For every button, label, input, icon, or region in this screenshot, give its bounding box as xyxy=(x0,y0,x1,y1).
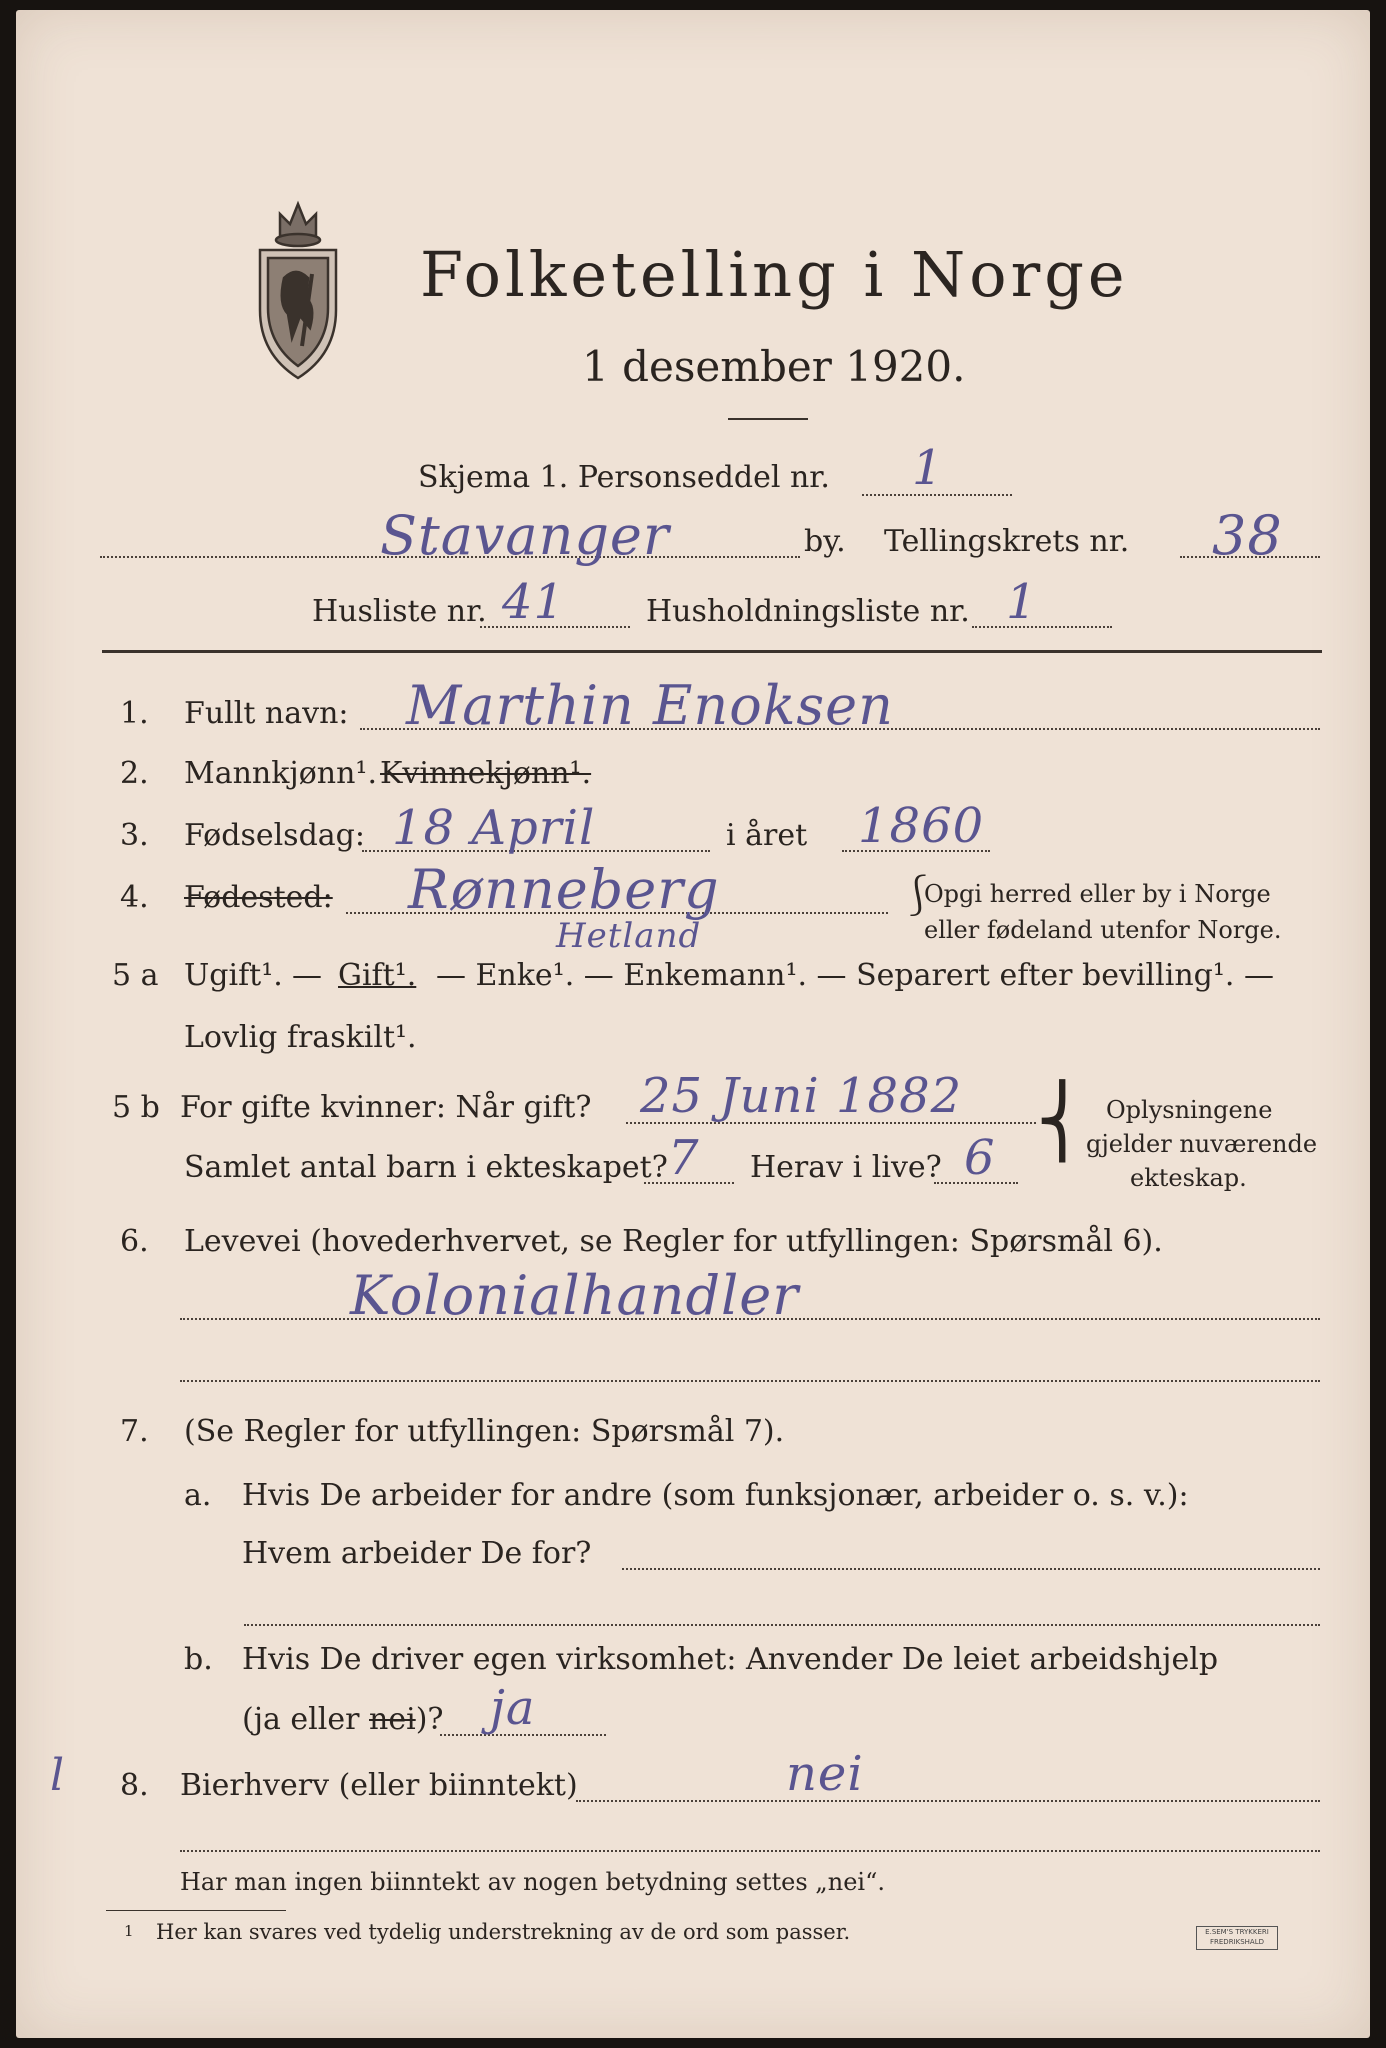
q8-value: nei xyxy=(786,1746,864,1802)
q5b-barn-label: Samlet antal barn i ekteskapet? xyxy=(184,1150,668,1185)
q4-value: Rønneberg xyxy=(408,858,720,921)
q7-number: 7. xyxy=(120,1414,149,1449)
q5a-options: — Enke¹. — Enkemann¹. — Separert efter bevilling¹. — xyxy=(436,958,1274,993)
q4-label: Fødested: xyxy=(184,880,333,915)
q7b-text: Hvis De driver egen virksomhet: Anvender De leiet arbeidshjelp xyxy=(242,1642,1219,1677)
q5a-number: 5 a xyxy=(112,958,159,993)
husliste-label: Husliste nr. xyxy=(312,594,487,629)
q5b-brace: ⎨ xyxy=(1036,1080,1089,1162)
q4-number: 4. xyxy=(120,880,149,915)
q8-line-2 xyxy=(180,1850,1320,1852)
q1-value: Marthin Enoksen xyxy=(406,674,894,737)
personseddel-value: 1 xyxy=(912,440,944,496)
q6-value: Kolonialhandler xyxy=(350,1264,800,1327)
q4-note-2: eller fødeland utenfor Norge. xyxy=(924,916,1282,944)
q1-label: Fullt navn: xyxy=(184,696,349,731)
husliste-value: 41 xyxy=(502,574,566,630)
skjema-label: Skjema 1. Personseddel nr. xyxy=(418,460,830,495)
q3-year-label: i året xyxy=(726,818,808,853)
by-value: Stavanger xyxy=(380,504,670,567)
footnote-text: Her kan svares ved tydelig understrekning av de ord som passer. xyxy=(156,1920,851,1944)
tellingskrets-label: Tellingskrets nr. xyxy=(884,524,1130,559)
footnote-divider xyxy=(106,1910,286,1911)
q3-number: 3. xyxy=(120,818,149,853)
husholdningsliste-label: Husholdningsliste nr. xyxy=(646,594,970,629)
q7b-number: b. xyxy=(184,1642,213,1677)
q7a-line-1 xyxy=(622,1568,1320,1570)
form-date: 1 desember 1920. xyxy=(582,342,966,391)
q5a-fraskilt: Lovlig fraskilt¹. xyxy=(184,1020,417,1055)
q8-label: Bierhverv (eller biinntekt) xyxy=(180,1768,578,1803)
husholdningsliste-value: 1 xyxy=(1006,574,1038,630)
q7a-text: Hvis De arbeider for andre (som funksjonær, arbeider o. s. v.): xyxy=(242,1478,1189,1513)
q1-number: 1. xyxy=(120,696,149,731)
q5b-number: 5 b xyxy=(112,1090,160,1125)
coat-of-arms-icon xyxy=(250,178,346,384)
q6-label: Levevei (hovederhvervet, se Regler for utfyllingen: Spørsmål 6). xyxy=(184,1224,1163,1259)
q6-number: 6. xyxy=(120,1224,149,1259)
q7a-text-2: Hvem arbeider De for? xyxy=(242,1536,592,1571)
q7a-number: a. xyxy=(184,1478,212,1513)
q4-brace: ⎰ xyxy=(898,873,938,919)
footer-note: Har man ingen biinntekt av nogen betydning settes „nei“. xyxy=(180,1868,885,1896)
q5b-value: 25 Juni 1882 xyxy=(640,1068,963,1124)
q7b-text-2: (ja eller nei)? xyxy=(242,1702,444,1737)
q5b-note-2: gjelder nuværende xyxy=(1086,1130,1318,1158)
margin-mark: l xyxy=(50,1750,66,1801)
q3-year-value: 1860 xyxy=(858,798,985,854)
census-form xyxy=(16,10,1370,2038)
q7b-nei: nei xyxy=(369,1702,416,1737)
tellingskrets-value: 38 xyxy=(1212,504,1283,567)
q7a-line-2 xyxy=(244,1624,1320,1626)
title-divider xyxy=(728,418,808,420)
q2-female: Kvinnekjønn¹. xyxy=(380,756,592,791)
q3-label: Fødselsdag: xyxy=(184,818,365,853)
q2-male: Mannkjønn¹. xyxy=(184,756,377,791)
q6-line-2 xyxy=(180,1380,1320,1382)
q5b-note-3: ekteskap. xyxy=(1130,1164,1247,1192)
form-title: Folketelling i Norge xyxy=(420,238,1129,311)
q5a-sep: — xyxy=(292,958,322,993)
printer-stamp: E.SEM'S TRYKKERI FREDRIKSHALD xyxy=(1196,1926,1278,1950)
q6-line-1 xyxy=(180,1318,1320,1320)
q5b-label: For gifte kvinner: Når gift? xyxy=(180,1090,592,1125)
q7-label: (Se Regler for utfyllingen: Spørsmål 7). xyxy=(184,1414,785,1449)
q4-value-second: Hetland xyxy=(556,916,702,956)
q5b-live-value: 6 xyxy=(964,1130,996,1186)
q5b-barn-value: 7 xyxy=(668,1130,700,1186)
by-suffix: by. xyxy=(804,524,846,559)
q8-line xyxy=(576,1800,1320,1802)
q8-number: 8. xyxy=(120,1768,149,1803)
q5b-live-label: Herav i live? xyxy=(750,1150,942,1185)
q2-number: 2. xyxy=(120,756,149,791)
q4-note-1: Opgi herred eller by i Norge xyxy=(924,880,1271,908)
q5a-ugift: Ugift¹. xyxy=(184,958,283,993)
q5b-note-1: Oplysningene xyxy=(1106,1096,1273,1124)
q3-value: 18 April xyxy=(392,800,596,856)
q7b-value: ja xyxy=(490,1680,536,1736)
husholdningsliste-line xyxy=(972,626,1112,628)
q5a-gift: Gift¹. xyxy=(338,958,417,993)
footnote-number: 1 xyxy=(124,1922,134,1940)
header-divider xyxy=(102,650,1322,653)
